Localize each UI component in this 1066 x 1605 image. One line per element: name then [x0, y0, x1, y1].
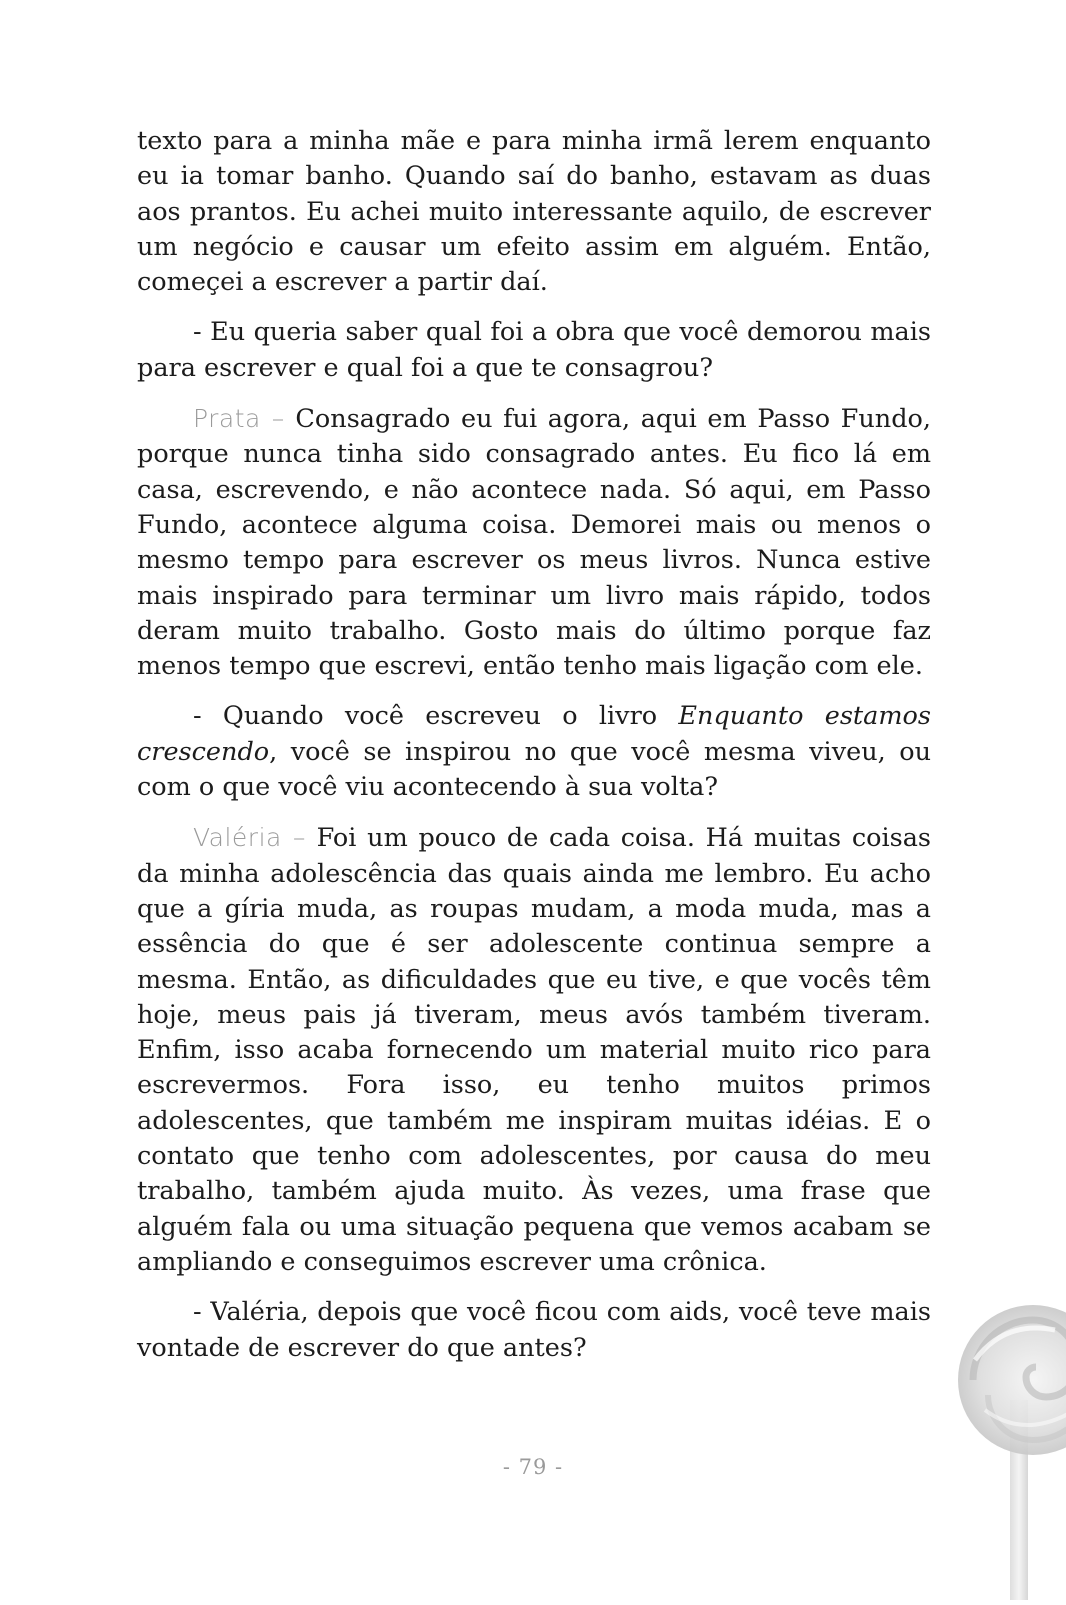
- answer-text: Consagrado eu fui agora, aqui em Passo Fundo, porque nunca tinha sido consagrado antes. Eu fico lá em casa, escrevendo, e não acontece nada. Só aqui, em Passo Fundo, acontece alguma coisa. Demorei mais ou menos o mesmo tempo para escrever os meus livros. Nunca estive mais inspirado para terminar um livro mais rápido, todos deram muito trabalho. Gosto mais do último porque faz menos tempo que escrevi, então tenho mais ligação com ele.: [137, 404, 931, 682]
- question-text-before: - Quando você escreveu o livro: [193, 701, 679, 732]
- question-paragraph: [137, 699, 931, 805]
- book-title: Enquanto estamos crescendo: [137, 701, 931, 767]
- lollipop-icon: [955, 1300, 1066, 1600]
- speaker-label-prata: Prata –: [193, 404, 285, 434]
- paragraph-continuation: [137, 124, 931, 300]
- answer-text: Foi um pouco de cada coisa. Há muitas coisas da minha adolescência das quais ainda me lembro. Eu acho que a gíria muda, as roupas mudam, a moda muda, mas a essência do que é ser adolescente continua sempre a mesma. Então, as dificuldades que eu tive, e que vocês têm hoje, meus pais já tiveram, meus avós também tiveram. Enfim, isso acaba fornecendo um material muito rico para escrevermos. Fora isso, eu tenho muitos primos adolescentes, que também me inspiram muitas idéias. E o contato que tenho com adolescentes, por causa do meu trabalho, também ajuda muito. Às vezes, uma frase que alguém fala ou uma situação pequena que vemos acabam se ampliando e conseguimos escrever uma crônica.: [137, 823, 931, 1277]
- question-paragraph: [137, 315, 931, 386]
- question-text: - Valéria, depois que você ficou com aids, você teve mais vontade de escrever do que antes?: [137, 1297, 931, 1363]
- paragraph-text: texto para a minha mãe e para minha irmã lerem enquanto eu ia tomar banho. Quando saí do banho, estavam as duas aos prantos. Eu achei muito interessante aquilo, de escrever um negócio e causar um efeito assim em alguém. Então, começei a escrever a partir daí.: [137, 126, 931, 298]
- speaker-label-valeria: Valéria –: [193, 823, 306, 853]
- body-text: [137, 124, 931, 1366]
- answer-paragraph-prata: [137, 401, 931, 684]
- answer-paragraph-valeria: [137, 820, 931, 1280]
- question-text: - Eu queria saber qual foi a obra que você demorou mais para escrever e qual foi a que te consagrou?: [137, 317, 931, 383]
- question-text-after: , você se inspirou no que você mesma viveu, ou com o que você viu acontecendo à sua volta?: [137, 736, 931, 803]
- page-number: - 79 -: [502, 1455, 564, 1479]
- question-paragraph: [137, 1295, 931, 1366]
